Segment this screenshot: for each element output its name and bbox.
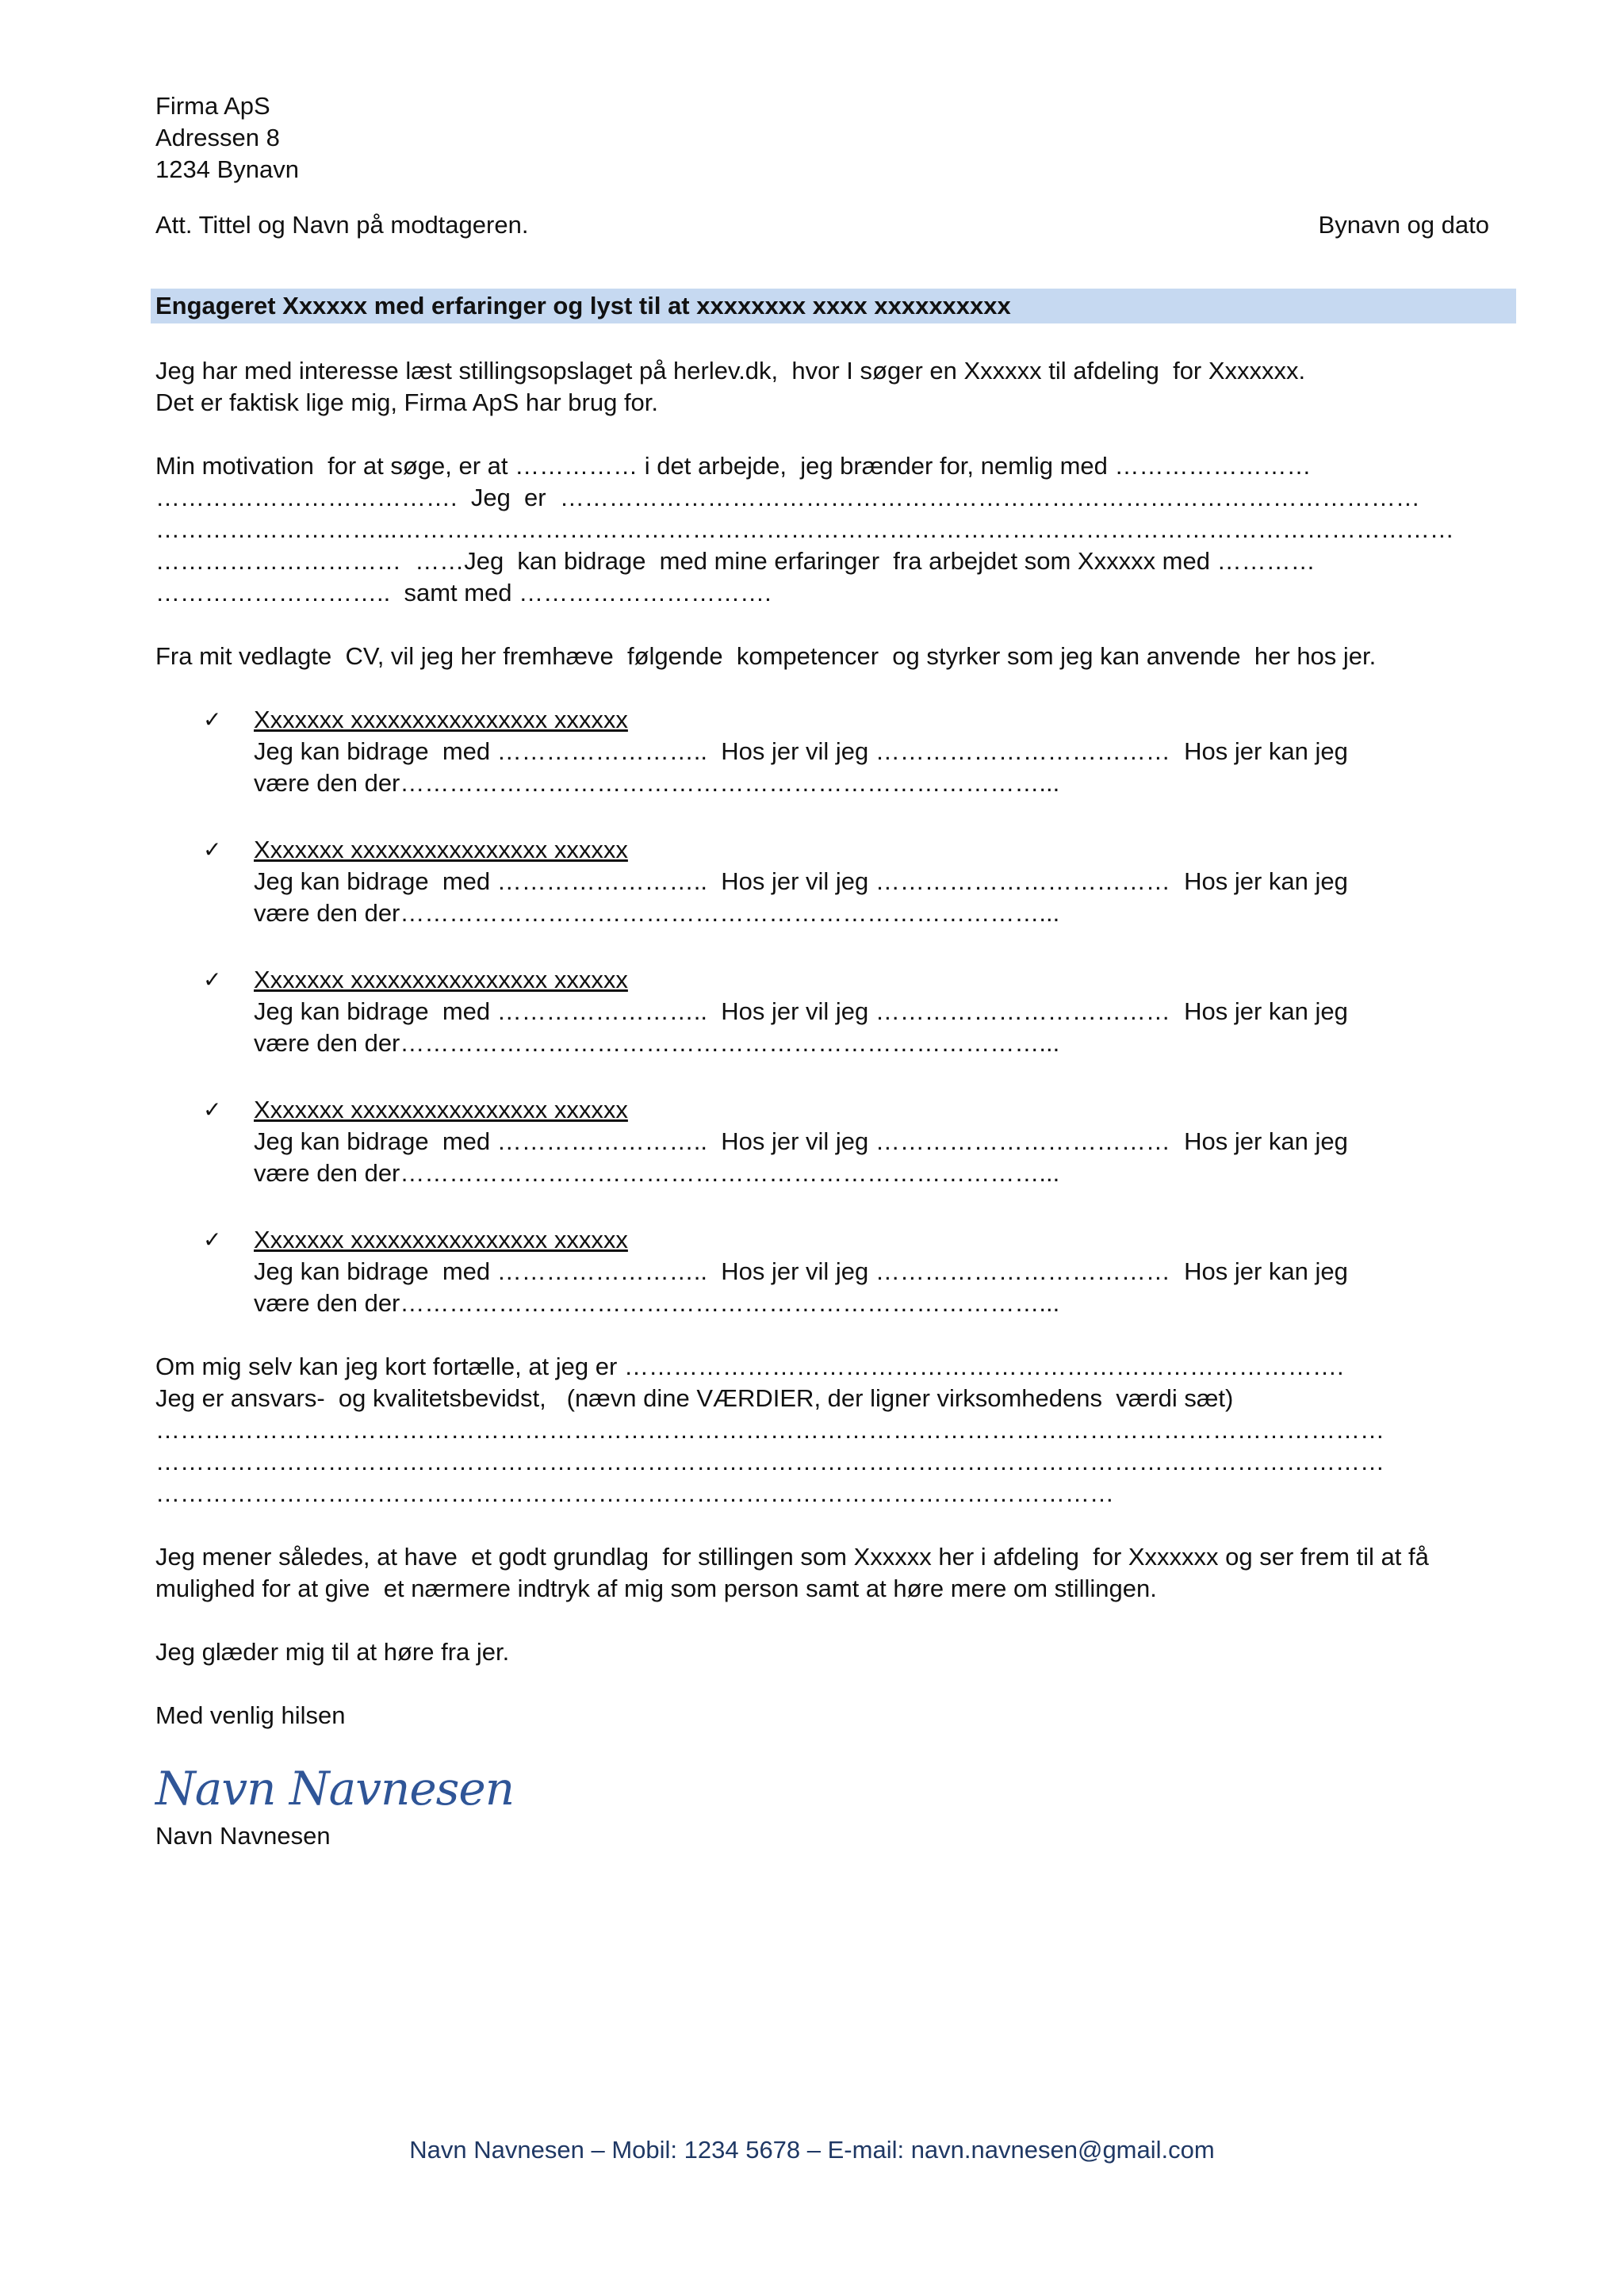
competence-body [254, 736, 1489, 799]
about-line: Jeg er ansvars- og kvalitetsbevidst, (nævn dine VÆRDIER, der ligner virksomhedens værdi sæt) [155, 1384, 1234, 1412]
letter-heading: Engageret Xxxxxx med erfaringer og lyst til at xxxxxxxx xxxx xxxxxxxxxx [151, 289, 1516, 323]
competence-item [155, 964, 1489, 1059]
competence-body [254, 1126, 1489, 1189]
competence-item [155, 834, 1489, 929]
competence-title: Xxxxxxx xxxxxxxxxxxxxxxx xxxxxx [254, 1226, 628, 1253]
competence-body [254, 1256, 1489, 1319]
attention-row [155, 209, 1489, 241]
motivation-line: Min motivation for at søge, er at …………… i det arbejde, jeg brænder for, nemlig med …………………… [155, 452, 1312, 480]
motivation-line: ………………………...………………………………………………………………………………………………………………… [155, 515, 1454, 543]
competence-line: være den der……………………………………………………………………... [254, 899, 1060, 927]
competence-line: Jeg kan bidrage med …………………….. Hos jer vil jeg ……………………………… Hos jer kan jeg [254, 867, 1348, 895]
greeting: Med venlig hilsen [155, 1701, 346, 1729]
competence-line: være den der……………………………………………………………………... [254, 1289, 1060, 1317]
check-icon: ✓ [203, 706, 222, 733]
sender-company: Firma ApS [155, 92, 270, 120]
competence-intro: Fra mit vedlagte CV, vil jeg her fremhæve følgende kompetencer og styrker som jeg kan anvende her hos jer. [155, 642, 1377, 670]
signature-script: Navn Navnesen [155, 1762, 515, 1816]
competence-line: Jeg kan bidrage med …………………….. Hos jer vil jeg ……………………………… Hos jer kan jeg [254, 737, 1348, 765]
competence-line: være den der……………………………………………………………………... [254, 769, 1060, 797]
intro-line: Jeg har med interesse læst stillingsopslaget på herlev.dk, hvor I søger en Xxxxxx til afdeling for Xxxxxxx. [155, 357, 1306, 385]
motivation-paragraph [155, 450, 1489, 609]
footer-contact: Navn Navnesen – Mobil: 1234 5678 – E-mail: navn.navnesen@gmail.com [409, 2136, 1215, 2164]
sender-street: Adressen 8 [155, 124, 280, 151]
check-icon: ✓ [203, 966, 222, 993]
intro-paragraph [155, 355, 1489, 419]
competence-body [254, 866, 1489, 929]
look-forward: Jeg glæder mig til at høre fra jer. [155, 1638, 510, 1666]
place-date: Bynavn og dato [1318, 211, 1489, 239]
motivation-line: ………………………… ……Jeg kan bidrage med mine erfaringer fra arbejdet som Xxxxxx med ………… [155, 547, 1316, 575]
competence-title: Xxxxxxx xxxxxxxxxxxxxxxx xxxxxx [254, 966, 628, 993]
competence-line: Jeg kan bidrage med …………………….. Hos jer vil jeg ……………………………… Hos jer kan jeg [254, 1127, 1348, 1155]
competence-title: Xxxxxxx xxxxxxxxxxxxxxxx xxxxxx [254, 836, 628, 863]
competence-body [254, 996, 1489, 1059]
signature-name: Navn Navnesen [155, 1822, 331, 1850]
check-icon: ✓ [203, 1226, 222, 1253]
attention-line: Att. Tittel og Navn på modtageren. [155, 211, 529, 239]
letter-body [155, 90, 1489, 1852]
competence-line: Jeg kan bidrage med …………………….. Hos jer vil jeg ……………………………… Hos jer kan jeg [254, 1257, 1348, 1285]
competence-line: være den der……………………………………………………………………... [254, 1159, 1060, 1187]
about-line: …………………………………………………………………………………………………………………………………… [155, 1448, 1385, 1475]
competence-line: Jeg kan bidrage med …………………….. Hos jer vil jeg ……………………………… Hos jer kan jeg [254, 997, 1348, 1025]
check-icon: ✓ [203, 836, 222, 863]
competence-list [155, 704, 1489, 1319]
competence-title: Xxxxxxx xxxxxxxxxxxxxxxx xxxxxx [254, 1096, 628, 1123]
about-paragraph [155, 1351, 1489, 1510]
sender-city: 1234 Bynavn [155, 155, 299, 183]
sender-address [155, 90, 1489, 186]
about-line: Om mig selv kan jeg kort fortælle, at jeg er ……………………………………………………………………………. [155, 1353, 1344, 1380]
competence-item [155, 1094, 1489, 1189]
competence-item [155, 704, 1489, 799]
competence-title: Xxxxxxx xxxxxxxxxxxxxxxx xxxxxx [254, 706, 628, 733]
check-icon: ✓ [203, 1096, 222, 1123]
about-line: …………………………………………………………………………………………………………………………………… [155, 1416, 1385, 1444]
competence-item [155, 1224, 1489, 1319]
intro-line: Det er faktisk lige mig, Firma ApS har brug for. [155, 388, 659, 416]
closing-paragraph: Jeg mener således, at have et godt grundlag for stillingen som Xxxxxx her i afdeling for Xxxxxxx og ser frem til at få mulighed for at give et nærmere indtryk af mig som person samt at høre mere om stillingen. [155, 1543, 1436, 1602]
about-line: ……………………………………………………………………………………………………… [155, 1479, 1114, 1507]
competence-line: være den der……………………………………………………………………... [254, 1029, 1060, 1057]
motivation-line: ………………………………. Jeg er …………………………………………………………………………………………… [155, 484, 1420, 511]
motivation-line: ……………………….. samt med …………………………. [155, 579, 772, 607]
